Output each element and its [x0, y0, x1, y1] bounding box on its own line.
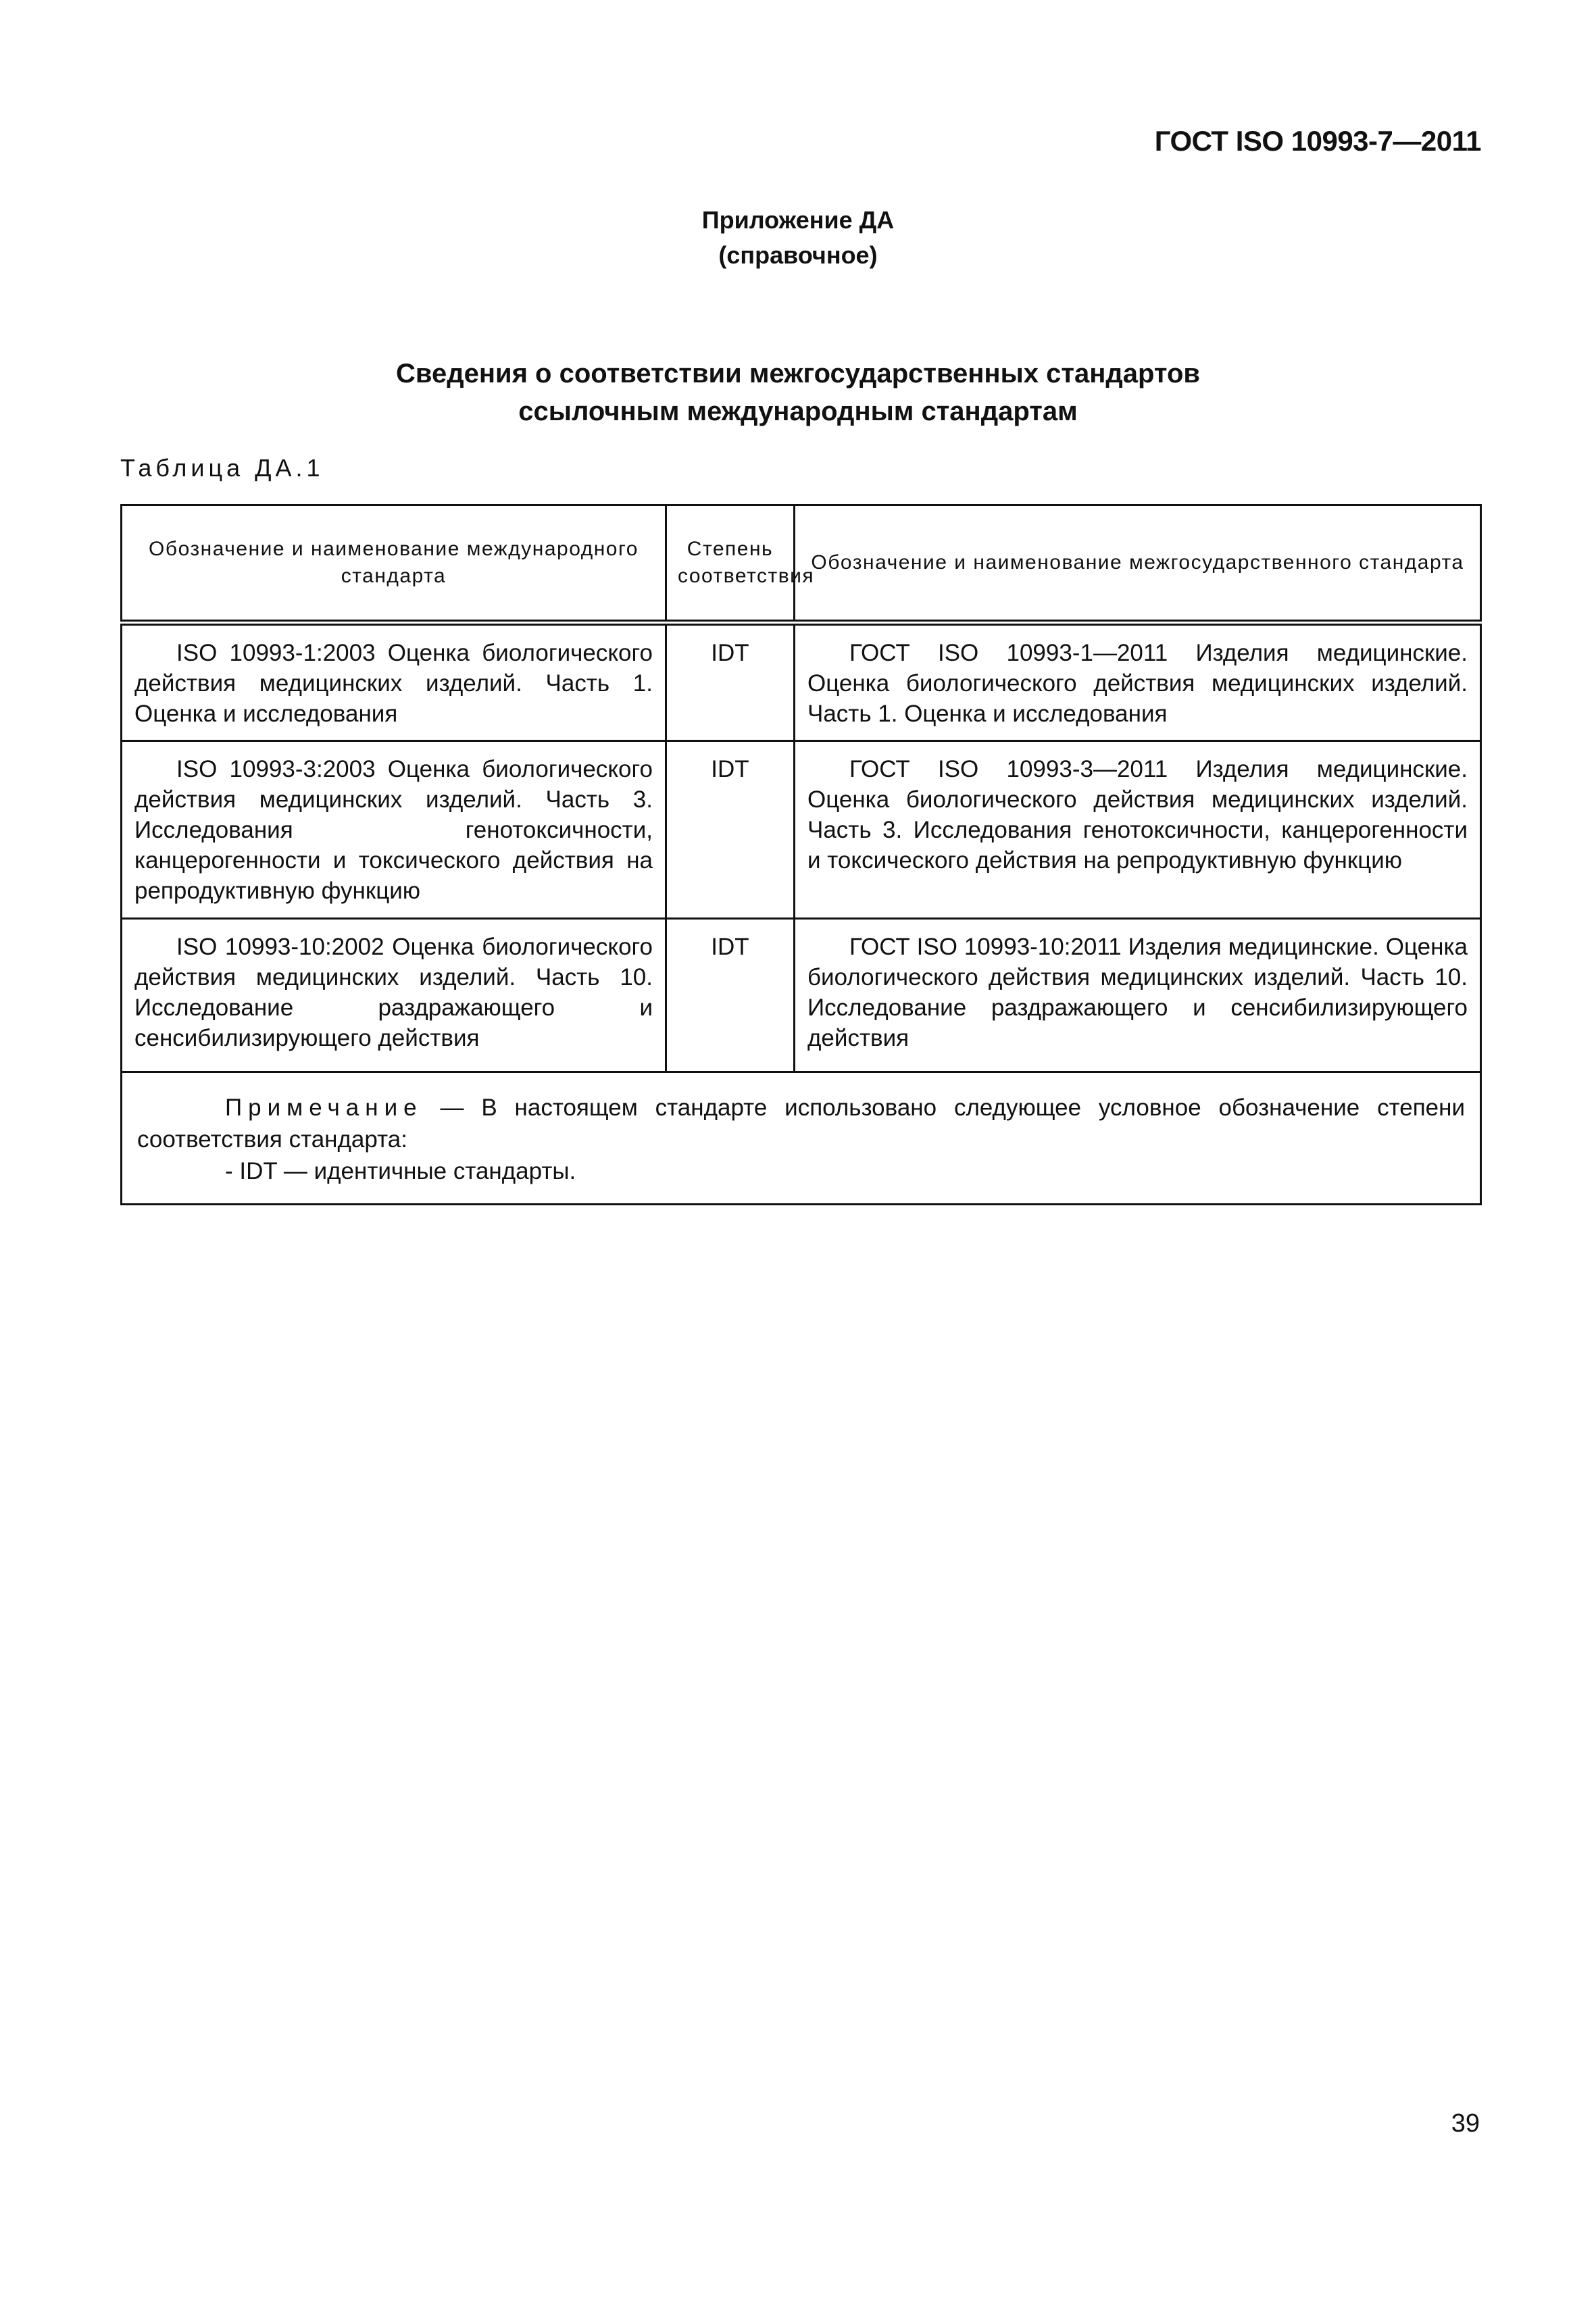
section-heading [0, 355, 1596, 430]
heading-line-1: Сведения о соответствии межгосударственных стандартов [396, 359, 1200, 388]
column-header-degree: Степень соответствия [666, 505, 795, 623]
note-text [137, 1092, 1465, 1155]
table-caption: Таблица ДА.1 [120, 454, 324, 482]
note-item: - IDT — идентичные стандарты. [225, 1158, 576, 1184]
cell-interstate-standard: ГОСТ ISO 10993-3—2011 Изделия медицинские. Оценка биологического действия медицинских изделий. Часть 3. Исследования генотоксичности, канцерогенности и токсического действия на репродуктивную функцию [795, 741, 1481, 919]
cell-degree: IDT [666, 623, 795, 741]
appendix-block [0, 203, 1596, 273]
table-note [122, 1072, 1481, 1205]
cell-interstate-standard: ГОСТ ISO 10993-10:2011 Изделия медицинские. Оценка биологического действия медицинских изделий. Часть 10. Исследование раздражающего и сенсибилизирующего действия [795, 919, 1481, 1072]
table-row [122, 741, 1481, 919]
table-header-row [122, 505, 1481, 623]
cell-degree: IDT [666, 741, 795, 919]
page-number: 39 [1451, 2109, 1480, 2138]
column-header-international: Обозначение и наименование международного стандарта [122, 505, 666, 623]
cell-degree: IDT [666, 919, 795, 1072]
cell-international-standard: ISO 10993-10:2002 Оценка биологического действия медицинских изделий. Часть 10. Исследование раздражающего и сенсибилизирующего действия [122, 919, 666, 1072]
appendix-title: Приложение ДА [701, 206, 895, 234]
cell-interstate-standard: ГОСТ ISO 10993-1—2011 Изделия медицинские. Оценка биологического действия медицинских изделий. Часть 1. Оценка и исследования [795, 623, 1481, 741]
document-code: ГОСТ ISO 10993-7—2011 [1154, 125, 1481, 157]
cell-international-standard: ISO 10993-3:2003 Оценка биологического действия медицинских изделий. Часть 3. Исследования генотоксичности, канцерогенности и токсического действия на репродуктивную функцию [122, 741, 666, 919]
table-note-row [122, 1072, 1481, 1205]
heading-line-2: ссылочным международным стандартам [518, 397, 1078, 426]
column-header-interstate: Обозначение и наименование межгосударственного стандарта [795, 505, 1481, 623]
note-body: — В настоящем стандарте использовано следующее условное обозначение степени соответствия стандарта: [137, 1095, 1465, 1153]
appendix-subtitle: (справочное) [718, 241, 878, 269]
note-label: Примечание [225, 1095, 423, 1121]
table-row [122, 919, 1481, 1072]
table-row [122, 623, 1481, 741]
standards-correspondence-table [120, 504, 1482, 1205]
cell-international-standard: ISO 10993-1:2003 Оценка биологического действия медицинских изделий. Часть 1. Оценка и исследования [122, 623, 666, 741]
